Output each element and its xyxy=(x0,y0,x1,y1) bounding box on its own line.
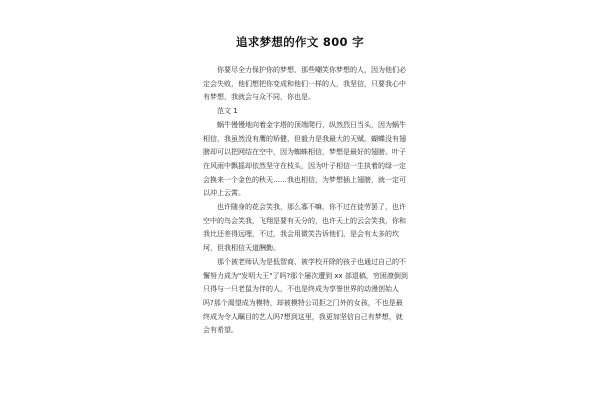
paragraph-intro: 你要尽全力保护你的梦想，那些嘲笑你梦想的人，因为他们必定会失败，他们想把你变成和他们一样的人，我坚信，只要我心中有梦想，我就会与众不同，你也是。 xyxy=(203,66,406,102)
paragraph-1: 蜗牛慢慢地向着金字塔的顶端爬行，纵然烈日当头，因为蜗牛相信，我虽然没有鹰的矫健，但毅力是我最大的天赋。蝴蝶没有翅膀却可以把网结在空中，因为蜘蛛相信，梦想是最好的翅膀。叶子在风雨中飘摇却依然坚守在枝头，因为叶子相信一生执着的绿一定会换来一个金色的秋天……我也相信，为梦想插上翅膀，就一定可以冲上云霄。 xyxy=(203,120,406,198)
paragraph-2: 也许随身的花会笑我，那么寡不嘛，你不过在徒劳罢了，也许空中的鸟会笑我，飞翔是要有天分的，也许天上的云会笑我，你和我比还差得远哩，不过，我会用微笑告诉他们，是会有太多的坎坷，但我相信天道酬勤。 xyxy=(203,203,406,253)
document-title: 追求梦想的作文 800 字 xyxy=(236,35,364,49)
paragraph-3: 那个被老师认为是低智商、被学校开除的孩子也通过自己的不懈努力成为"发明大王"了吗?那个屡次遭到 xx 部退稿，穷困潦倒到只得与一只老鼠为伴的人，不也是终成为享誉世界的动漫创始人吗?那个渴望成为模特，却被模特公司拒之门外的女孩，不也是最终成为令人瞩目的艺人吗?想到这里，我更加坚信自己有梦想，就会有希望。 xyxy=(203,257,408,335)
document-body xyxy=(203,64,409,338)
section-label: 范文 1 xyxy=(217,107,238,116)
